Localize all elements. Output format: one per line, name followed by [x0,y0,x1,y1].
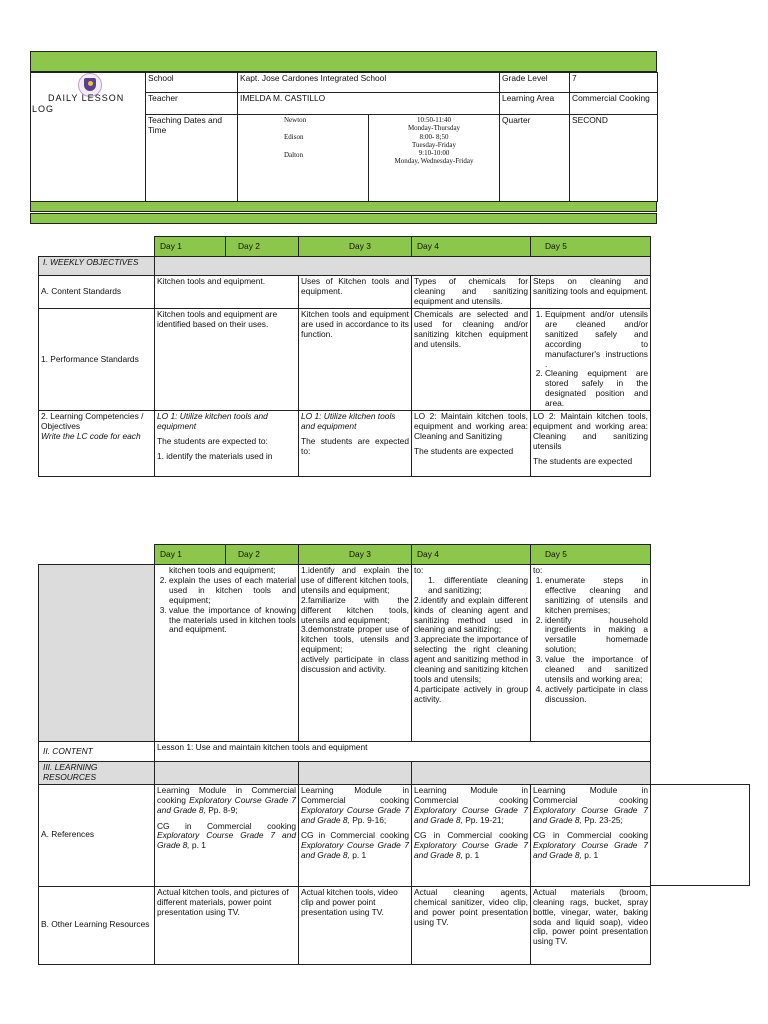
competency-day4-cont [412,565,531,742]
other-resource-day5: Actual materials (broom, cleaning rags, bucket, spray bottle, vinegar, water, baking soda and liquid soap), video clip, power point presentation using TV. [531,886,651,964]
school-value: Kapt. Jose Cardones Integrated School [238,73,500,93]
list-item: 1. enumerate steps in effective cleaning and sanitizing of utensils and kitchen premises; [545,576,648,616]
reference-day5 [531,784,651,886]
day-3-header: Day 3 [299,545,412,565]
time-line: Monday-Thursday [407,124,461,133]
quarter-value: SECOND [570,115,658,202]
area-label: Learning Area [500,93,570,115]
ref-text: Exploratory Course Grade 7 and Grade 8, [301,804,409,825]
school-label: School [146,73,238,93]
dates-label: Teaching Dates and Time [146,115,238,202]
content-standards-label: A. Content Standards [39,276,155,309]
competency-day4 [412,411,531,477]
weekly-objectives-band [155,257,651,276]
ref-text: Learning Module in Commercial cooking [301,784,409,805]
ref-text: Learning Module in Commercial cooking [157,784,296,805]
time-line: 9:10-10:00 [418,149,450,157]
ref-text: Exploratory Course Grade 7 and Grade 8, [414,840,528,861]
day-1-header: Day 1 [155,545,226,565]
list-item: 2. explain the uses of each material used in kitchen tools and equipment; [169,576,296,606]
ref-text: p. 1 [584,850,599,861]
reference-day1-2 [155,784,299,886]
list-item: 2.identify and explain different kinds of cleaning agent and sanitizing method used in cleaning and sanitizing; [414,594,528,635]
list-item: kitchen tools and equipment; [169,565,276,575]
list-item: actively participate in class discussion and activity. [301,654,409,675]
day-5-header: Day 5 [531,545,651,565]
header-green-band-bottom-1 [30,201,657,212]
day-4-header: Day 4 [412,545,531,565]
ref-text: p. 1 [191,840,206,851]
ref-text: CG in Commercial cooking [301,830,409,841]
competency-day1-2-cont [155,565,299,742]
ref-text: CG in Commercial cooking [414,830,528,841]
logo-cell [31,73,146,202]
expected-text: The students are expected to: [157,435,268,446]
section-name: Edison [284,133,304,142]
lo-text: LO 1: Utilize kitchen tools and equipment [157,411,268,431]
sections-cell [238,115,369,202]
times-cell [369,115,500,202]
resources-band [412,762,651,785]
list-item: 1. identify the materials used in [157,450,273,461]
ref-text: Exploratory Course Grade 7 and Grade 8, [301,840,409,861]
ref-text: Exploratory Course Grade 7 and Grade 8, [533,840,648,861]
performance-standards-label: 1. Performance Standards [39,309,155,411]
list-item: 1. Equipment and/or utensils are cleaned and/or sanitized safely and according to manufacturer's instructions . [545,310,648,369]
list-item: 1.identify and explain the use of different kitchen tools, utensils and equipment; [301,565,409,595]
lo-text: LO 2: Maintain kitchen tools, equipment and working area: Cleaning and sanitizing utensils [533,411,648,451]
list-item: 4.participate actively in group activity. [414,683,528,704]
reference-day4 [412,784,531,886]
objectives-table [38,236,651,477]
ref-text: Exploratory Course Grade 7 and Grade 8, [533,804,648,825]
references-extension-border [650,784,750,886]
header-green-band [30,51,657,72]
performance-day4: Chemicals are selected and used for cleaning and/or sanitizing kitchen equipment and utensils. [412,309,531,411]
list-item: 3. value the importance of knowing the materials used in kitchen tools and equipment. [169,606,296,636]
day-2-header: Day 2 [226,545,299,565]
lo-text: LO 1: Utilize kitchen tools and equipment [301,411,396,431]
list-item: to: [414,565,424,575]
expected-text: The students are expected [414,445,514,456]
lo-text: LO 2: Maintain kitchen tools, equipment and working area: Cleaning and Sanitizing [414,411,528,441]
list-item: 2. identify household ingredients in making a versatile homemade solution; [545,616,648,656]
references-label: A. References [39,784,155,886]
blank-corner [39,237,155,257]
section-name: Newton [284,116,307,124]
section-name: Dalton [284,150,304,159]
time-line: Monday, Wednesday-Friday [394,157,474,166]
time-line: 8:00- 8;50 [419,132,449,141]
competency-day5-cont [531,565,651,742]
grade-label: Grade Level [500,73,570,93]
ref-text: Learning Module in Commercial cooking [414,784,528,805]
ref-text: Exploratory Course Grade 7 and Grade 8, [157,830,296,851]
ref-text: Exploratory Course Grade 7 and Grade 8, [414,804,528,825]
blank-corner [39,545,155,565]
other-resource-day1-2: Actual kitchen tools, and pictures of different materials, power point presentation using TV. [155,886,299,964]
resources-band [155,762,299,785]
competencies-label: 2. Learning Competencies / Objectives [41,411,144,431]
objectives-table-continued [38,544,651,965]
resources-band [299,762,412,785]
competencies-note: Write the LC code for each [41,430,141,441]
competencies-label-cell [39,411,155,477]
list-item: 2. Cleaning equipment are stored safely in the designated position and area. [545,369,648,409]
ref-text: Exploratory Course Grade 7 and Grade 8, [157,794,297,815]
time-line: 10:50-11:40 [417,116,451,124]
content-standard-day5: Steps on cleaning and sanitizing tools and equipment. [531,276,651,309]
expected-text: The students are expected [533,455,633,466]
list-item: 2.familiarize with the different kitchen tools, utensils and equipment; [301,594,409,625]
day-1-header: Day 1 [155,237,226,257]
performance-day5 [531,309,651,411]
content-standard-day3: Uses of Kitchen tools and equipment. [299,276,412,309]
performance-day3: Kitchen tools and equipment are used in accordance to its function. [299,309,412,411]
other-resources-label: B. Other Learning Resources [39,886,155,964]
day-4-header: Day 4 [412,237,531,257]
list-item: 4. actively participate in class discussion. [545,685,648,705]
reference-day3 [299,784,412,886]
competency-day1-2 [155,411,299,477]
content-label: II. CONTENT [39,742,155,762]
competency-day3 [299,411,412,477]
weekly-objectives-label: I. WEEKLY OBJECTIVES [39,257,155,276]
ref-text: Learning Module in Commercial cooking [533,784,648,805]
competency-day3-cont [299,565,412,742]
content-standard-day1-2: Kitchen tools and equipment. [155,276,299,309]
list-item: 3.appreciate the importance of selecting the right cleaning agent and sanitizing method in cleaning and sanitizing kitchen tools and utensils; [414,634,528,684]
performance-day1-2: Kitchen tools and equipment are identified based on their uses. [155,309,299,411]
competencies-continued-label [39,565,155,742]
header-green-band-bottom-2 [30,213,657,224]
area-value: Commercial Cooking [570,93,658,115]
learning-resources-label: III. LEARNING RESOURCES [39,762,155,785]
competency-day5 [531,411,651,477]
day-3-header: Day 3 [299,237,412,257]
list-item: 3.demonstrate proper use of kitchen tools, utensils and equipment; [301,624,409,655]
content-value: Lesson 1: Use and maintain kitchen tools and equipment [155,742,651,762]
quarter-label: Quarter [500,115,570,202]
ref-text: p. 1 [352,850,367,861]
list-item: 1. differentiate cleaning and sanitizing; [428,574,528,595]
content-standard-day4: Types of chemicals for cleaning and sanitizing equipment and utensils. [412,276,531,309]
time-line: Tuesday-Friday [411,140,457,149]
ref-text: CG in Commercial cooking [157,820,296,831]
ref-text: CG in Commercial cooking [533,830,648,841]
list-item: to: [533,565,543,575]
expected-text: The students are expected to: [301,435,409,456]
header-table [30,72,658,202]
other-resource-day3: Actual kitchen tools, video clip and power point presentation using TV. [299,886,412,964]
ref-text: p. 1 [465,850,480,861]
ref-text: Pp. 8-9; [208,804,238,815]
grade-value: 7 [570,73,658,93]
other-resource-day4: Actual cleaning agents, chemical sanitizer, video clip, and power point presentation using TV. [412,886,531,964]
ref-text: Pp. 19-21; [465,814,504,825]
teacher-label: Teacher [146,93,238,115]
day-5-header: Day 5 [531,237,651,257]
ref-text: Pp. 9-16; [352,814,387,825]
teacher-value: IMELDA M. CASTILLO [238,93,500,115]
list-item: 3. value the importance of cleaned and sanitized utensils and working area; [545,655,648,685]
page-title: DAILY LESSON LOG [32,93,125,114]
ref-text: Pp. 23-25; [584,814,623,825]
day-2-header: Day 2 [226,237,299,257]
